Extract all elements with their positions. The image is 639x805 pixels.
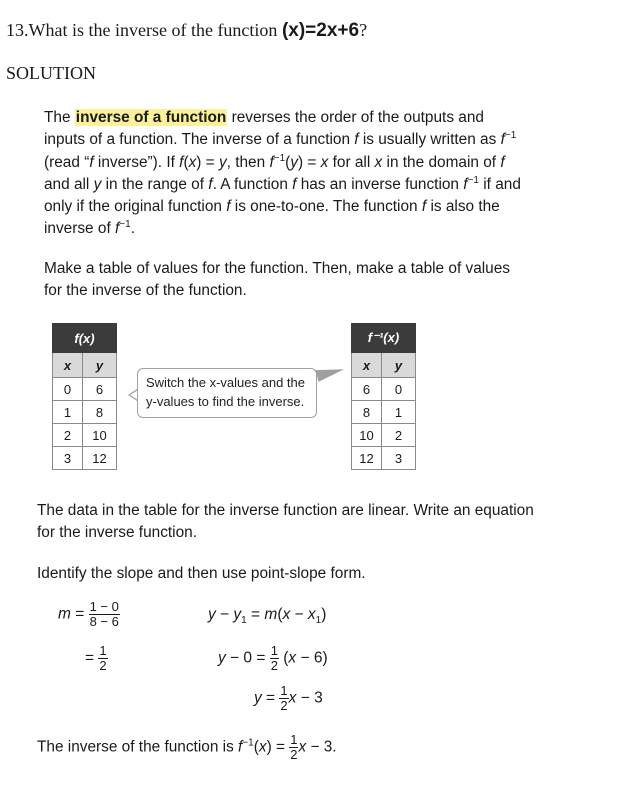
table-row [352, 378, 416, 401]
table-row [352, 401, 416, 424]
table-row [53, 447, 117, 470]
cell: 1 [382, 401, 416, 424]
cell: 0 [53, 378, 83, 401]
slope-paragraph: Identify the slope and then use point-slope form. [37, 565, 366, 582]
function-table-title: f(x) [53, 324, 117, 353]
final-answer: The inverse of the function is $f^{-1}(x)$ = $\frac{1}{2}$ x − 3. [37, 732, 337, 762]
solution-label: SOLUTION [6, 63, 96, 83]
inverse-table-title: f⁻¹(x) [352, 324, 416, 353]
cell: 0 [382, 378, 416, 401]
table-row [53, 424, 117, 447]
function-table [52, 323, 117, 470]
col-y-header: y [83, 353, 117, 378]
cell: 12 [352, 447, 382, 470]
callout-line-2: y-values to find the inverse. [146, 394, 305, 409]
simplified-equation: y = $\frac{1}{2}$ x − 3 [254, 683, 323, 713]
callout-pointer-right [316, 363, 346, 381]
cell: 8 [83, 401, 117, 424]
highlighted-term: inverse of a function [75, 109, 227, 126]
slope-equation: m = $\frac{1 - 0}{8 - 6}$ [58, 599, 119, 629]
question-text: What is the inverse of the function [28, 20, 282, 40]
inverse-table [351, 323, 416, 470]
substitution-equation: y − 0 = $\frac{1}{2}$ (x − 6) [218, 643, 328, 673]
col-x-header: x [53, 353, 83, 378]
cell: 10 [352, 424, 382, 447]
question-number: 13. [6, 20, 29, 40]
cell: 6 [83, 378, 117, 401]
definition-paragraph: The inverse of a function reverses the order of the outputs and inputs of a function. The inverse of a function f is usually written as $f^{-1}$ (read “f inverse”). If f(x) = y, then $f^{-1}(y) = x$ for all x in the domain of f and all y in the range of f. A function f has an inverse function $f^{-1}$ if and only if the original function f is one-to-one. The function f is also the inverse of $f^{-1}$. [44, 109, 521, 238]
callout-line-1: Switch the x-values and the [146, 375, 305, 390]
cell: 3 [382, 447, 416, 470]
cell: 12 [83, 447, 117, 470]
cell: 8 [352, 401, 382, 424]
cell: 2 [382, 424, 416, 447]
question [6, 20, 367, 42]
linear-paragraph: The data in the table for the inverse function are linear. Write an equation for the inverse function. [37, 502, 534, 542]
instruction-paragraph: Make a table of values for the function. Then, make a table of values for the inverse of the function. [44, 260, 510, 300]
table-row [352, 424, 416, 447]
slope-result: = $\frac{1}{2}$ [85, 643, 107, 673]
point-slope-form: $y - y_1 = m(x - x_1)$ [208, 606, 327, 627]
table-row [352, 447, 416, 470]
cell: 3 [53, 447, 83, 470]
table-row [53, 401, 117, 424]
table-row [53, 378, 117, 401]
question-end: ? [359, 20, 368, 40]
col-y-header: y [382, 353, 416, 378]
cell: 6 [352, 378, 382, 401]
question-function: (x)=2x+6 [281, 20, 360, 41]
cell: 1 [53, 401, 83, 424]
col-x-header: x [352, 353, 382, 378]
callout-box [137, 368, 317, 418]
cell: 2 [53, 424, 83, 447]
cell: 10 [83, 424, 117, 447]
